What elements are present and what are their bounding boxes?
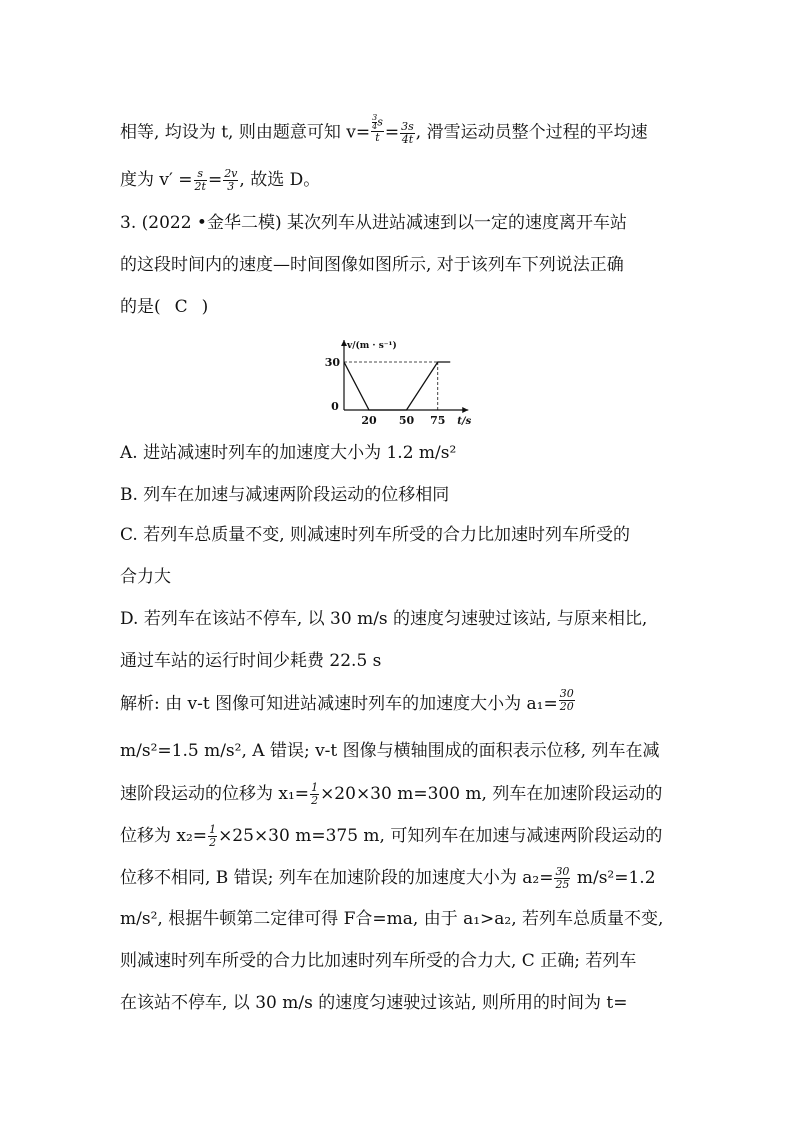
x-axis-label: t/s	[457, 416, 472, 425]
y-tick-label: 30	[324, 356, 340, 369]
option-b: B. 列车在加速与减速两阶段运动的位移相同	[120, 485, 450, 505]
analysis-line-7: 则减速时列车所受的合力比加速时列车所受的合力大, C 正确; 若列车	[120, 951, 637, 971]
x-tick-label: 20	[361, 414, 377, 425]
solution-line-2	[120, 168, 320, 193]
analysis-line-1	[120, 687, 576, 717]
option-c-cont: 合力大	[120, 567, 171, 587]
frac-den: 2	[311, 794, 319, 807]
frac-num: s	[194, 168, 207, 181]
x-tick-label: 50	[398, 414, 415, 425]
frac-den: 4	[372, 122, 378, 131]
option-d: D. 若列车在该站不停车, 以 30 m/s 的速度匀速驶过该站, 与原来相比,	[120, 609, 648, 629]
equals: =	[384, 122, 400, 143]
y-axis-label: v/(m · s⁻¹)	[347, 341, 397, 351]
fraction-s-2t	[194, 168, 207, 193]
frac-den: 2t	[194, 180, 206, 193]
frac-num: 30	[555, 865, 570, 878]
text-segment: ×20×30 m=300 m, 列车在加速阶段运动的	[320, 784, 663, 804]
option-a: A. 进站减速时列车的加速度大小为 1.2 m/s²	[120, 443, 457, 463]
frac-den: t	[375, 131, 380, 144]
fraction-3s-4t	[400, 121, 415, 146]
x-tick-label: 75	[430, 414, 446, 425]
analysis-line-3	[120, 782, 662, 807]
question-3-stem-2: 的这段时间内的速度—时间图像如图所示, 对于该列车下列说法正确	[120, 255, 624, 275]
analysis-line-6: m/s², 根据牛顿第二定律可得 F合=ma, 由于 a₁>a₂, 若列车总质量不变,	[120, 909, 664, 929]
text-segment: 解析: 由 v-t 图像可知进站减速时列车的加速度大小为 a₁=	[120, 694, 558, 714]
question-3-answer-line	[120, 296, 208, 318]
fraction-2v-3	[223, 168, 238, 193]
frac-num: 3	[372, 113, 378, 122]
frac-num: 1	[311, 781, 319, 794]
frac-num: 30	[559, 687, 574, 700]
option-c: C. 若列车总质量不变, 则减速时列车所受的合力比加速时列车所受的	[120, 525, 631, 545]
text-segment: 速阶段运动的位移为 x₁=	[120, 784, 310, 804]
text-segment: , 故选 D。	[239, 170, 321, 190]
velocity-series-line	[344, 362, 450, 410]
fraction-30-20	[559, 688, 575, 713]
text-segment: 位移为 x₂=	[120, 826, 208, 846]
frac-den: 25	[555, 878, 570, 891]
frac-den: 2	[209, 836, 217, 849]
question-3-stem: 3. (2022 •金华二模) 某次列车从进站减速到以一定的速度离开车站	[120, 213, 627, 233]
answer-letter: C	[174, 297, 188, 317]
option-d-cont: 通过车站的运行时间少耗费 22.5 s	[120, 651, 382, 671]
text-segment: 度为 v′ =	[120, 170, 193, 190]
frac-den: 3	[227, 180, 235, 193]
solution-line-1	[120, 113, 648, 148]
frac-num: 2v	[224, 167, 238, 180]
fraction-1-2	[208, 824, 217, 849]
frac-den: 20	[559, 700, 574, 713]
x-tick-label: 0	[331, 400, 339, 413]
frac-den: 4t	[401, 132, 414, 146]
text-segment: , 滑雪运动员整个过程的平均速	[415, 122, 648, 143]
fraction-v	[371, 114, 384, 144]
vt-chart	[318, 330, 478, 425]
equals: =	[207, 170, 223, 190]
fraction-1-2	[310, 782, 319, 807]
text-segment: )	[201, 297, 209, 317]
text-segment: m/s²=1.2	[571, 868, 656, 888]
text-segment: ×25×30 m=375 m, 可知列车在加速与减速两阶段运动的	[218, 826, 663, 846]
text-segment: 位移不相同, B 错误; 列车在加速阶段的加速度大小为 a₂=	[120, 868, 554, 888]
frac-var: s	[377, 115, 383, 129]
frac-num: 3s	[401, 119, 414, 133]
x-axis-arrow	[462, 407, 468, 413]
text-segment: 的是(	[120, 297, 161, 317]
analysis-line-4	[120, 824, 662, 849]
frac-num: 1	[209, 823, 217, 836]
analysis-line-8: 在该站不停车, 以 30 m/s 的速度匀速驶过该站, 则所用的时间为 t=	[120, 993, 628, 1013]
text-segment: 相等, 均设为 t, 则由题意可知 v=	[120, 122, 371, 143]
analysis-line-2: m/s²=1.5 m/s², A 错误; v-t 图像与横轴围成的面积表示位移, 列车在减	[120, 741, 660, 761]
analysis-line-5	[120, 866, 656, 891]
fraction-30-25	[554, 866, 570, 891]
